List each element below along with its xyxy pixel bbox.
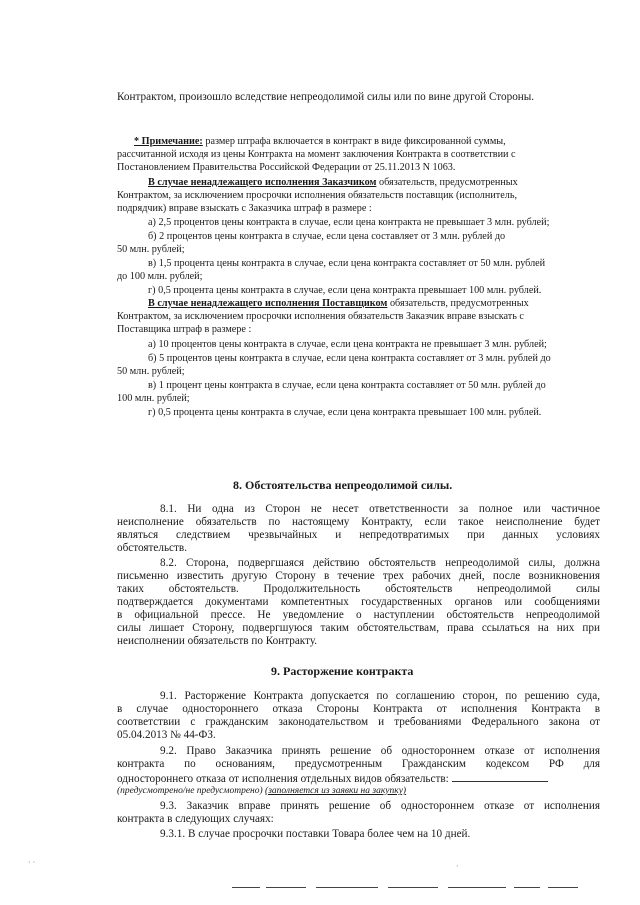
list-item: 50 млн. рублей; xyxy=(117,366,185,377)
text-line: являться следствием чрезвычайных и непредотвратимых при данных условиях xyxy=(117,529,600,541)
text-line: неисполнение обязательств по настоящему Контракту, если такое неисполнение будет xyxy=(117,516,600,528)
text-line: 05.04.2013 № 44-ФЗ. xyxy=(117,729,216,741)
text-line: Поставщика штраф в размере : xyxy=(117,324,252,335)
text-line: в случае одностороннего отказа Стороны Контракта от исполнения Контракта в xyxy=(117,703,600,715)
text-line: 9.3. Заказчик вправе принять решение об одностороннем отказе от исполнения xyxy=(160,800,600,812)
list-item: а) 2,5 процентов цены контракта в случае, если цена контракта не превышает 3 млн. рублей; xyxy=(148,217,550,228)
section-heading: 8. Обстоятельства непреодолимой силы. xyxy=(233,478,453,492)
text-line: соответствии с гражданским законодательством и требованиями Федерального закона от xyxy=(117,716,600,728)
list-item: 50 млн. рублей; xyxy=(117,244,185,255)
text-line: Контрактом, за исключением просрочки исполнения обязательств Заказчик вправе взыскать с xyxy=(117,311,524,322)
note-line xyxy=(134,135,506,148)
section-heading: 9. Расторжение контракта xyxy=(271,664,414,678)
scan-mark: · xyxy=(456,862,459,871)
list-item: 100 млн. рублей; xyxy=(117,393,190,404)
text-line: подтверждается документами компетентных государственных органов или сообщениями xyxy=(117,596,600,608)
customer-penalty-label: В случае ненадлежащего исполнения Заказчиком xyxy=(148,177,377,188)
supplier-penalty-line xyxy=(148,297,529,310)
scan-mark: · · xyxy=(28,858,36,867)
text-line: 9.3.1. В случае просрочки поставки Товара более чем на 10 дней. xyxy=(160,828,471,840)
text-line: 9.1. Расторжение Контракта допускается по соглашению сторон, по решению суда, xyxy=(160,690,600,702)
text-line: неисполнении обязательств по Контракту. xyxy=(117,635,318,647)
text-line: подрядчик) вправе взыскать с Заказчика штраф в размере : xyxy=(117,203,372,214)
text-line xyxy=(117,771,548,786)
text-line: 9.2. Право Заказчика принять решение об одностороннем отказе от исполнения xyxy=(160,745,600,757)
supplier-penalty-label: В случае ненадлежащего исполнения Поставщиком xyxy=(148,298,388,309)
list-item: б) 2 процентов цены контракта в случае, если цена составляет от 3 млн. рублей до xyxy=(148,231,506,242)
text-line: 8.2. Сторона, подвергшаяся действию обстоятельств непреодолимой силы, должна xyxy=(160,557,600,569)
footer-line xyxy=(232,887,260,888)
list-item: в) 1,5 процента цены контракта в случае, если цена контракта составляет от 50 млн. рублей xyxy=(148,258,546,269)
footer-line xyxy=(388,887,438,888)
list-item: до 100 млн. рублей; xyxy=(117,271,203,282)
text-line: Контрактом, произошло вследствие непреодолимой силы или по вине другой Стороны. xyxy=(117,91,535,103)
supplier-penalty-text: обязательств, предусмотренных xyxy=(387,298,529,309)
text-line: 8.1. Ни одна из Сторон не несет ответственности за полное или частичное xyxy=(160,503,600,515)
text-line: обстоятельств. xyxy=(117,542,187,554)
customer-penalty-text: обязательств, предусмотренных xyxy=(376,177,518,188)
text-line: письменно известить другую Сторону в течение трех рабочих дней, после возникновения xyxy=(117,570,600,582)
text-line: таких обстоятельств. Продолжительность обстоятельств непреодолимой силы xyxy=(117,583,600,595)
list-item: г) 0,5 процента цены контракта в случае, если цена контракта превышает 100 млн. рублей. xyxy=(148,407,542,418)
text-line: рассчитанной исходя из цены Контракта на момент заключения Контракта в соответствии с xyxy=(117,149,516,160)
note-source: (заполняется из заявки на закупку) xyxy=(265,786,407,796)
note-option: (предусмотрено/не предусмотрено) xyxy=(117,786,263,796)
text-line: Контрактом, за исключением просрочки исполнения обязательств поставщик (исполнитель, xyxy=(117,190,518,201)
footer-line xyxy=(266,887,306,888)
text-span: одностороннего отказа от исполнения отдельных видов обязательств: xyxy=(117,773,449,785)
footer-line xyxy=(548,887,578,888)
list-item: б) 5 процентов цены контракта в случае, если цена контракта составляет от 3 млн. рублей до xyxy=(148,353,551,364)
blank-fill-line xyxy=(452,771,548,782)
list-item: г) 0,5 процента цены контракта в случае, если цена контракта превышает 100 млн. рублей. xyxy=(148,285,542,296)
note-text: размер штрафа включается в контракт в виде фиксированной суммы, xyxy=(202,136,506,147)
text-line: силы лишает Сторону, подвергшуюся таким обстоятельствам, права ссылаться на них при xyxy=(117,622,600,634)
footer-line xyxy=(514,887,540,888)
text-line: контракта в следующих случаях: xyxy=(117,813,274,825)
text-line: в официальной прессе. Не уведомление о наступлении обстоятельств непреодолимой xyxy=(117,609,600,621)
list-item: а) 10 процентов цены контракта в случае, если цена контракта не превышает 3 млн. рублей; xyxy=(148,339,547,350)
text-line: контракта по основаниям, предусмотренным Гражданским кодексом РФ для xyxy=(117,758,600,770)
footer-line xyxy=(448,887,506,888)
note-line xyxy=(117,785,406,798)
text-line: Постановлением Правительства Российской Федерации от 25.11.2013 N 1063. xyxy=(117,162,456,173)
note-label: * Примечание: xyxy=(134,136,203,147)
customer-penalty-line xyxy=(148,176,518,189)
list-item: в) 1 процент цены контракта в случае, если цена контракта составляет от 50 млн. рублей до xyxy=(148,380,546,391)
footer-line xyxy=(316,887,378,888)
